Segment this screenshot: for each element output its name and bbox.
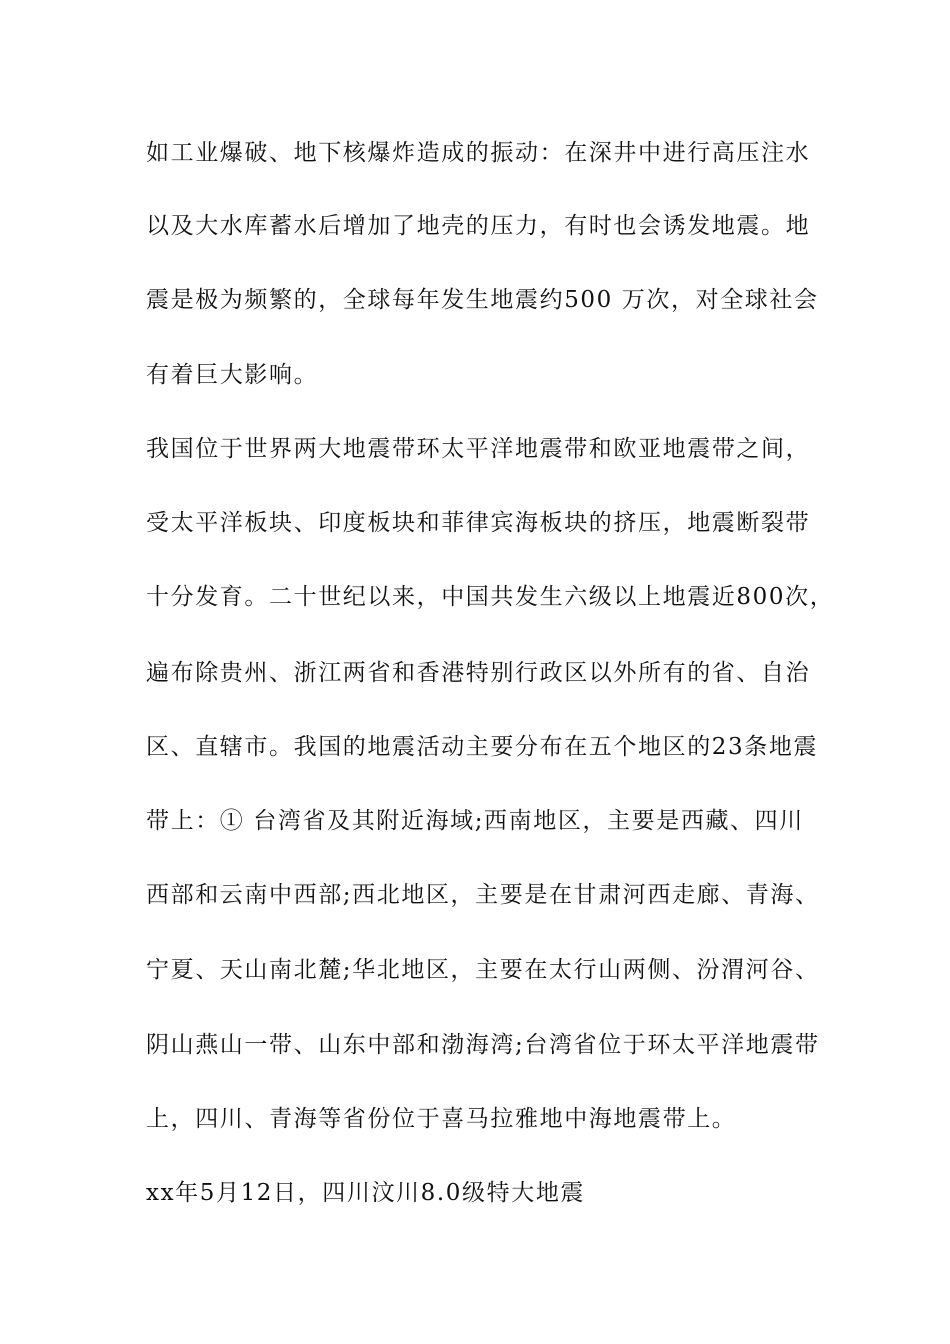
text-line-4: 有着巨大影响。 — [146, 362, 319, 388]
text-line-10: 带上：① 台湾省及其附近海域;西南地区，主要是西藏、四川 — [146, 808, 804, 834]
text-line-7: 十分发育。二十世纪以来，中国共发生六级以上地震近800次， — [146, 584, 835, 610]
text-line-2: 以及大水库蓄水后增加了地壳的压力，有时也会诱发地震。地 — [146, 213, 811, 239]
text-line-1: 如工业爆破、地下核爆炸造成的振动：在深井中进行高压注水 — [146, 140, 811, 166]
text-line-9: 区、直辖市。我国的地震活动主要分布在五个地区的23条地震 — [146, 734, 819, 760]
text-line-8: 遍布除贵州、浙江两省和香港特别行政区以外所有的省、自治 — [146, 660, 811, 686]
text-line-3: 震是极为频繁的，全球每年发生地震约500 万次，对全球社会 — [146, 287, 819, 313]
text-line-13: 阴山燕山一带、山东中部和渤海湾;台湾省位于环太平洋地震带 — [146, 1032, 820, 1058]
text-line-6: 受太平洋板块、印度板块和菲律宾海板块的挤压，地震断裂带 — [146, 510, 811, 536]
text-line-15: xx年5月12日，四川汶川8.0级特大地震 — [146, 1180, 586, 1206]
text-line-14: 上，四川、青海等省份位于喜马拉雅地中海地震带上。 — [146, 1106, 737, 1132]
text-line-5: 我国位于世界两大地震带环太平洋地震带和欧亚地震带之间， — [146, 436, 811, 462]
text-line-12: 宁夏、天山南北麓;华北地区，主要在太行山两侧、汾渭河谷、 — [146, 957, 820, 983]
text-line-11: 西部和云南中西部;西北地区，主要是在甘肃河西走廊、青海、 — [146, 882, 820, 908]
